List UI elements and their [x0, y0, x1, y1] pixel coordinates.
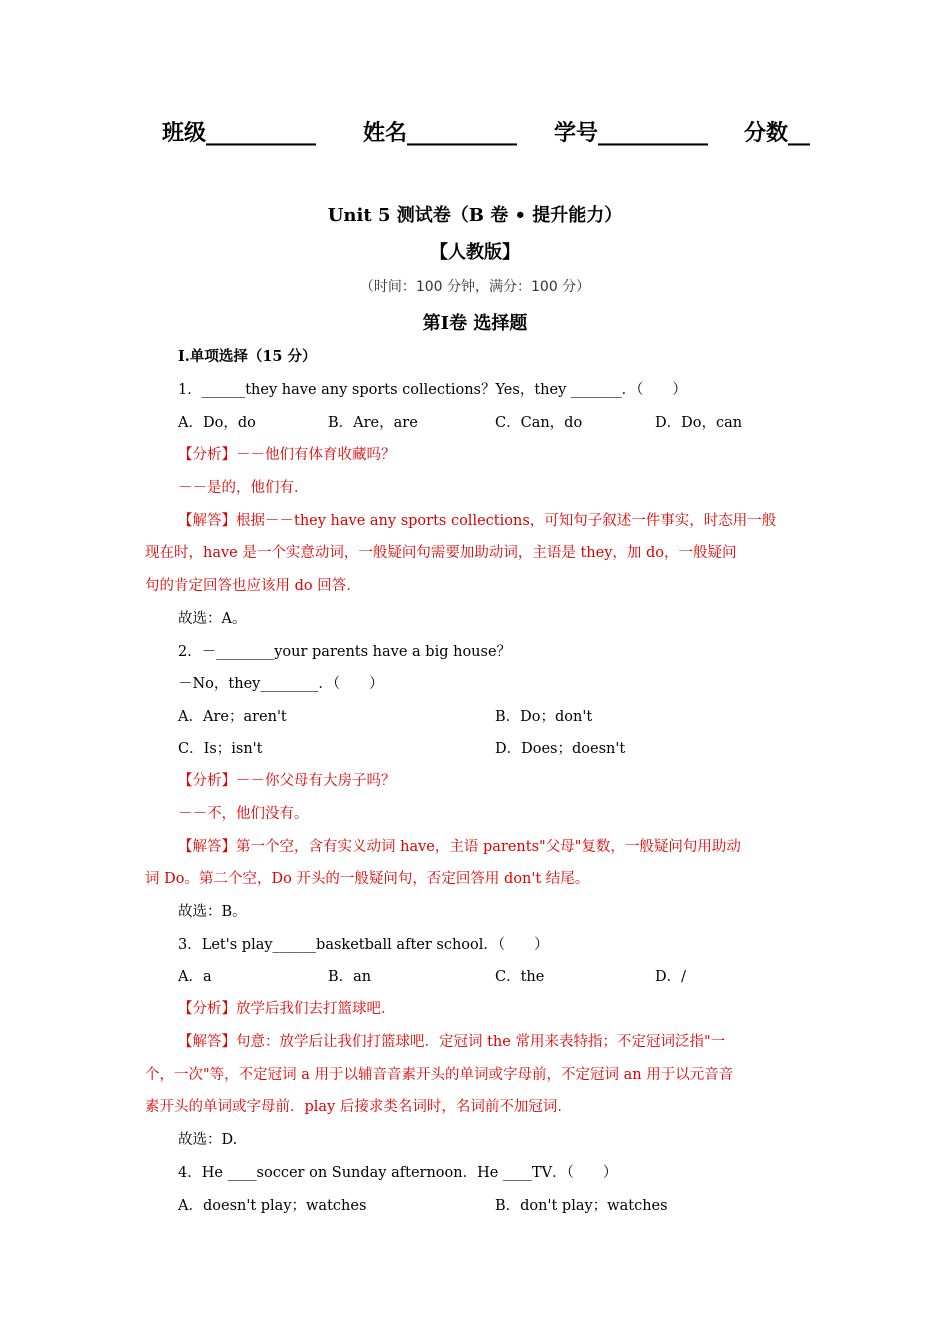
- q4-option-b: B．don't play；watches: [495, 1198, 668, 1214]
- part-title: Ⅰ.单项选择（15 分）: [178, 348, 317, 365]
- q2-choice: 故选：B。: [178, 904, 247, 920]
- q2-answer-2: 词 Do。第二个空，Do 开头的一般疑问句，否定回答用 don't 结尾。: [145, 871, 590, 887]
- q1-analysis-2: －－是的，他们有．: [178, 480, 309, 496]
- q1-answer-3: 句的肯定回答也应该用 do 回答．: [145, 578, 361, 594]
- q3-stem: 3．Let's play______basketball after school．（ ）: [178, 937, 549, 953]
- q2-option-d: D．Does；doesn't: [495, 741, 626, 757]
- q3-option-a: A．a: [178, 969, 212, 985]
- q2-stem-2: －No，they________．（ ）: [178, 676, 384, 692]
- q2-option-b: B．Do；don't: [495, 709, 593, 725]
- q3-answer-3: 素开头的单词或字母前．play 后接求类名词时，名词前不加冠词．: [145, 1099, 572, 1115]
- q2-analysis-2: －－不，他们没有。: [178, 806, 309, 822]
- q3-answer: 【解答】句意：放学后让我们打篮球吧．定冠词 the 常用来表特指；不定冠词泛指"一: [178, 1034, 726, 1050]
- q4-option-a: A．doesn't play；watches: [178, 1198, 367, 1214]
- q3-option-b: B．an: [328, 969, 372, 985]
- q2-option-a: A．Are；aren't: [178, 709, 287, 725]
- q1-choice: 故选：A。: [178, 611, 247, 627]
- q3-choice: 故选：D.: [178, 1132, 238, 1148]
- q1-analysis: 【分析】－－他们有体育收藏吗？: [178, 447, 396, 463]
- q2-stem: 2．－________your parents have a big house？: [178, 644, 512, 660]
- q1-option-a: A．Do，do: [178, 415, 256, 431]
- q3-answer-2: 个，一次"等，不定冠词 a 用于以辅音音素开头的单词或字母前，不定冠词 an 用于以元音音: [145, 1067, 734, 1083]
- q1-answer-2: 现在时，have 是一个实意动词，一般疑问句需要加助动词，主语是 they，加 do，一般疑问: [145, 545, 737, 561]
- time-limit: （时间：100 分钟，满分：100 分）: [359, 279, 591, 295]
- student-id-field: 学号__________: [554, 121, 709, 146]
- q2-analysis: 【分析】－－你父母有大房子吗？: [178, 773, 396, 789]
- q2-option-c: C．Is；isn't: [178, 741, 263, 757]
- q4-stem: 4．He ____soccer on Sunday afternoon．He ____TV．（ ）: [178, 1165, 618, 1181]
- q1-answer: 【解答】根据－－they have any sports collections，可知句子叙述一件事实，时态用一般: [178, 513, 777, 529]
- q1-option-c: C．Can，do: [495, 415, 583, 431]
- class-field: 班级__________: [162, 121, 317, 146]
- page-title: Unit 5 测试卷（B 卷 • 提升能力）: [327, 205, 623, 226]
- q1-option-d: D．Do，can: [655, 415, 743, 431]
- q3-analysis: 【分析】放学后我们去打篮球吧．: [178, 1001, 396, 1017]
- q1-stem: 1．______they have any sports collections？Yes，they _______．（ ）: [178, 382, 687, 398]
- score-field: 分数__: [744, 121, 811, 146]
- edition-label: 【人教版】: [430, 242, 520, 263]
- name-field: 姓名__________: [363, 121, 518, 146]
- q2-answer: 【解答】第一个空，含有实义动词 have，主语 parents"父母"复数，一般疑问句用助动: [178, 839, 741, 855]
- q3-option-c: C．the: [495, 969, 545, 985]
- q1-option-b: B．Are，are: [328, 415, 418, 431]
- q3-option-d: D．/: [655, 969, 687, 985]
- section-title: 第Ⅰ卷 选择题: [422, 313, 528, 334]
